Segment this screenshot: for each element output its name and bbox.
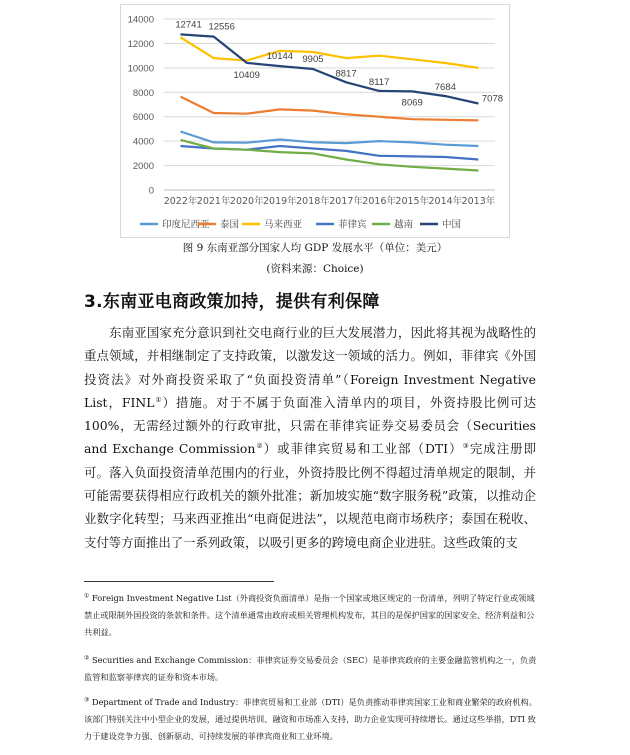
footnote-ref-2[interactable]: ② xyxy=(255,442,264,451)
chart-canvas xyxy=(120,4,510,238)
legend-label: 菲律宾 xyxy=(338,219,367,231)
footnote-divider xyxy=(84,581,274,582)
data-label: 9905 xyxy=(302,54,324,66)
y-tick-label: 6000 xyxy=(132,112,154,124)
footnote-3-text: Department of Trade and Industry：菲律宾贸易和工业部（DTI）是负责推动菲律宾国家工业和商业繁荣的政府机构。该部门特别关注中小型企业的发展，通过提供培训、融资和市场准入支持，助力企业实现可持续增长。通过这些举措，DTI 致力于建设竞争力强、创新驱动、可持续发展的菲律宾商业和工业环境。 xyxy=(84,697,537,741)
gdp-line-chart xyxy=(120,4,510,238)
footnote-1-text: Foreign Investment Negative List（外商投资负面清单）是指一个国家或地区规定的一份清单，列明了特定行业或领域禁止或限制外国投资的条款和条件。这个清单通常由政府或相关管理机构发布，其目的是保护国家的国家安全、经济利益和公共利益。 xyxy=(84,593,535,637)
y-tick-label: 8000 xyxy=(132,87,154,99)
data-label: 10409 xyxy=(233,69,260,81)
data-label: 8069 xyxy=(401,97,423,109)
footnote-2-text: Securities and Exchange Commission：菲律宾证券交易委员会（SEC）是菲律宾政府的主要金融监管机构之一，负责监管和监察菲律宾的证券和资本市场。 xyxy=(84,655,537,682)
legend-label: 马来西亚 xyxy=(264,219,303,231)
data-label: 12741 xyxy=(175,19,202,31)
data-label: 12556 xyxy=(208,21,235,33)
y-tick-label: 14000 xyxy=(127,14,154,26)
y-tick-label: 10000 xyxy=(127,63,154,75)
y-tick-label: 0 xyxy=(148,185,154,197)
legend-label: 越南 xyxy=(394,219,414,231)
footnote-ref-3[interactable]: ③ xyxy=(462,442,470,451)
y-tick-label: 2000 xyxy=(132,161,154,173)
x-tick-label: 2021年 xyxy=(196,196,231,207)
x-tick-label: 2018年 xyxy=(296,196,330,207)
figure-caption: 图 9 东南亚部分国家人均 GDP 发展水平（单位：美元） xyxy=(182,242,448,254)
x-tick-label: 2014年 xyxy=(428,196,463,207)
footnote-2 xyxy=(84,652,538,686)
section-title: 3.东南亚电商政策加持，提供有利保障 xyxy=(84,292,380,312)
body-text-part-1: 东南亚国家充分意识到社交电商行业的巨大发展潜力，因此将其视为战略性的重点领域，并相继制定了支持政策，以激发这一领域的活力。例如，菲律宾《外国投资法》对外商投资采取了“负面投资清单”（Foreign Investment Negative List，FINL xyxy=(84,325,536,410)
footnote-1 xyxy=(84,590,538,641)
body-text-part-3: ）或菲律宾贸易和工业部（DTI） xyxy=(263,441,463,457)
data-label: 10144 xyxy=(266,51,294,63)
x-tick-label: 2022年 xyxy=(163,196,198,207)
data-label: 8117 xyxy=(368,76,390,88)
body-text-part-2: ）措施。对于不属于负面准入清单内的项目，外资持股比例可达 100%，无需经过额外的行政审批，只需在菲律宾证券交易委员会（Securities and Exchange Commission xyxy=(84,394,536,457)
data-label: 7078 xyxy=(481,93,504,105)
footnote-1-mark: ① xyxy=(84,592,90,600)
data-label: 8817 xyxy=(335,68,357,80)
footnote-3-mark: ③ xyxy=(84,696,90,704)
legend-label: 中国 xyxy=(442,219,462,231)
x-tick-label: 2016年 xyxy=(362,196,396,207)
x-tick-label: 2020年 xyxy=(229,196,264,207)
y-tick-label: 12000 xyxy=(127,38,154,50)
legend-label: 印度尼西亚 xyxy=(162,219,210,231)
footnote-ref-1[interactable]: ① xyxy=(154,395,163,404)
body-text-part-4: 完成注册即可。落入负面投资清单范围内的行业，外资持股比例不得超过清单规定的限制，并可能需要获得相应行政机关的额外批准；新加坡实施“数字服务税”政策，以推动企业数字化转型；马来西亚推出“电商促进法”，以规范电商市场秩序；泰国在税收、支付等方面推出了一系列政策，以吸引更多的跨境电商企业进驻。这些政策的支 xyxy=(84,441,537,550)
legend-label: 泰国 xyxy=(220,219,240,231)
figure-source: (资料来源：Choice) xyxy=(266,263,364,275)
x-tick-label: 2013年 xyxy=(461,196,496,207)
x-tick-label: 2015年 xyxy=(395,196,430,207)
data-label: 7684 xyxy=(434,82,456,94)
footnote-2-mark: ② xyxy=(84,654,90,662)
x-tick-label: 2017年 xyxy=(329,196,363,207)
y-tick-label: 4000 xyxy=(132,136,154,148)
body-paragraph xyxy=(84,321,536,554)
footnote-3 xyxy=(84,694,538,745)
x-tick-label: 2019年 xyxy=(263,196,297,207)
